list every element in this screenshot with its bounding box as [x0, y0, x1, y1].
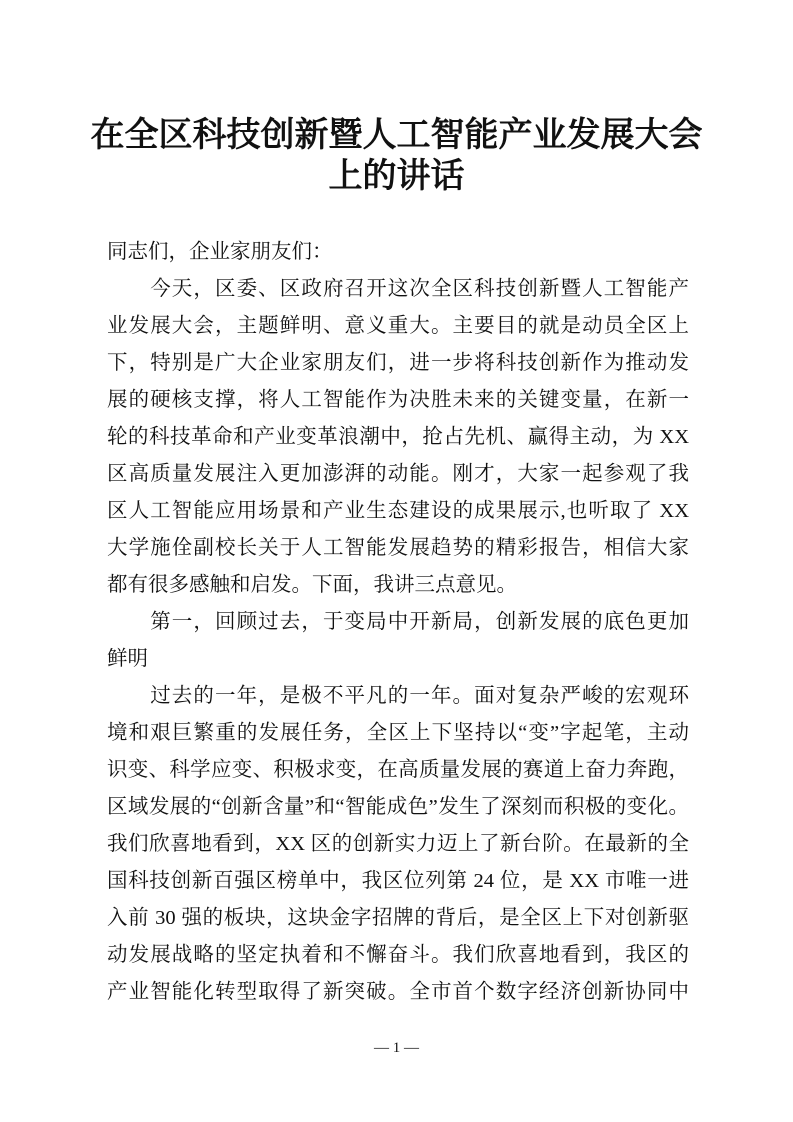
- text-line: 境和艰巨繁重的发展任务，全区上下坚持以“变”字起笔，主动: [107, 722, 689, 744]
- page-number: — 1 —: [374, 1040, 419, 1056]
- text-line: 业发展大会，主题鲜明、意义重大。主要目的就是动员全区上: [107, 315, 689, 337]
- text-line: 同志们，企业家朋友们：: [107, 241, 333, 263]
- text-line: 过去的一年，是极不平凡的一年。面对复杂严峻的宏观环: [107, 685, 689, 707]
- text-line: 区域发展的“创新含量”和“智能成色”发生了深刻而积极的变化。: [107, 796, 689, 818]
- text-line: 我们欣喜地看到，XX 区的创新实力迈上了新台阶。在最新的全: [107, 833, 689, 855]
- text-line: 鲜明: [107, 648, 148, 670]
- text-line: 大学施佺副校长关于人工智能发展趋势的精彩报告，相信大家: [107, 537, 689, 559]
- document-title-line-1: 在全区科技创新暨人工智能产业发展大会: [90, 117, 703, 154]
- text-line: 识变、科学应变、积极求变，在高质量发展的赛道上奋力奔跑，: [107, 759, 689, 781]
- text-line: 区高质量发展注入更加澎湃的动能。刚才，大家一起参观了我: [107, 463, 689, 485]
- text-line: 轮的科技革命和产业变革浪潮中，抢占先机、赢得主动，为 XX: [107, 426, 689, 448]
- text-line: 第一，回顾过去，于变局中开新局，创新发展的底色更加: [107, 611, 689, 633]
- text-line: 入前 30 强的板块，这块金字招牌的背后，是全区上下对创新驱: [107, 907, 689, 929]
- text-line: 区人工智能应用场景和产业生态建设的成果展示,也听取了 XX: [107, 500, 689, 522]
- text-line: 都有很多感触和启发。下面，我讲三点意见。: [107, 574, 517, 596]
- text-line: 展的硬核支撑，将人工智能作为决胜未来的关键变量，在新一: [107, 389, 689, 411]
- document-body: [107, 234, 689, 1011]
- text-line: 国科技创新百强区榜单中，我区位列第 24 位，是 XX 市唯一进: [107, 870, 689, 892]
- text-line: 产业智能化转型取得了新突破。全市首个数字经济创新协同中: [107, 981, 689, 1003]
- text-line: 下，特别是广大企业家朋友们，进一步将科技创新作为推动发: [107, 352, 689, 374]
- text-line: 动发展战略的坚定执着和不懈奋斗。我们欣喜地看到，我区的: [107, 944, 689, 966]
- text-line: 今天，区委、区政府召开这次全区科技创新暨人工智能产: [107, 278, 689, 300]
- document-title-line-2: 上的讲话: [328, 158, 465, 195]
